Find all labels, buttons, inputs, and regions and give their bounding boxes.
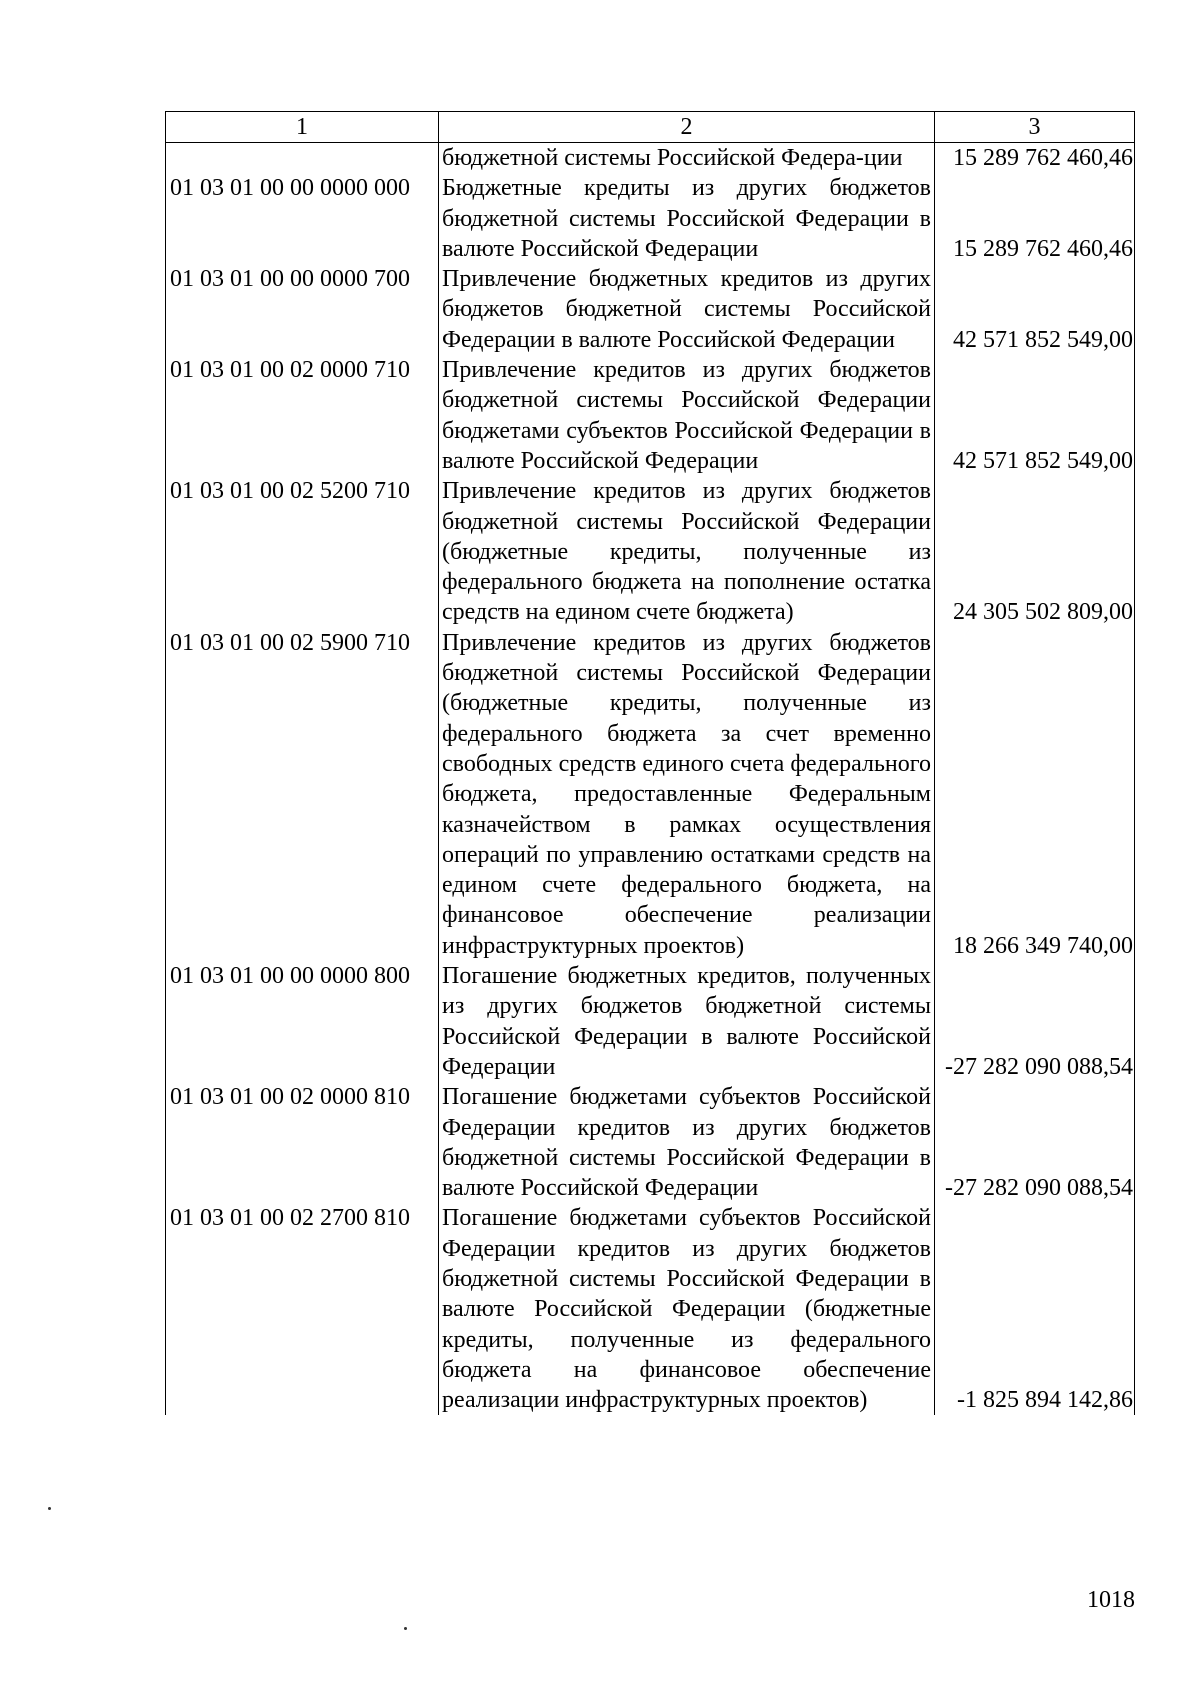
- scan-speck: [48, 1507, 51, 1510]
- row-description: Погашение бюджетами субъектов Российской Федерации кредитов из других бюджетов бюджетной системы Российской Федерации в валюте Российской Федерации: [439, 1082, 935, 1203]
- row-amount: 42 571 852 549,00: [935, 355, 1135, 476]
- row-amount: -27 282 090 088,54: [935, 961, 1135, 1082]
- row-description: Привлечение бюджетных кредитов из других бюджетов бюджетной системы Российской Федерации в валюте Российской Федерации: [439, 264, 935, 355]
- row-amount: 15 289 762 460,46: [935, 143, 1135, 174]
- budget-code: [166, 143, 439, 174]
- table-row: [166, 173, 1135, 264]
- budget-code: 01 03 01 00 02 5200 710: [166, 476, 439, 627]
- table-row: [166, 961, 1135, 1082]
- row-amount: 15 289 762 460,46: [935, 173, 1135, 264]
- row-amount: 18 266 349 740,00: [935, 628, 1135, 961]
- row-description: Погашение бюджетных кредитов, полученных из других бюджетов бюджетной системы Российской Федерации в валюте Российской Федерации: [439, 961, 935, 1082]
- table-row: [166, 355, 1135, 476]
- budget-code: 01 03 01 00 02 5900 710: [166, 628, 439, 961]
- row-description: Привлечение кредитов из других бюджетов бюджетной системы Российской Федерации (бюджетные кредиты, полученные из федерального бюджета на пополнение остатка средств на едином счете бюджета): [439, 476, 935, 627]
- row-description: Погашение бюджетами субъектов Российской Федерации кредитов из других бюджетов бюджетной системы Российской Федерации в валюте Российской Федерации (бюджетные кредиты, полученные из федерального бюджета на финансовое обеспечение реализации инфраструктурных проектов): [439, 1203, 935, 1415]
- table-row: [166, 1082, 1135, 1203]
- budget-code: 01 03 01 00 00 0000 800: [166, 961, 439, 1082]
- budget-code: 01 03 01 00 00 0000 700: [166, 264, 439, 355]
- row-description: бюджетной системы Российской Федера-ции: [439, 143, 935, 174]
- budget-sources-table: [165, 111, 1135, 1415]
- scan-speck: [404, 1627, 407, 1630]
- row-amount: -27 282 090 088,54: [935, 1082, 1135, 1203]
- row-description: Привлечение кредитов из других бюджетов бюджетной системы Российской Федерации бюджетами субъектов Российской Федерации в валюте Российской Федерации: [439, 355, 935, 476]
- row-description: Привлечение кредитов из других бюджетов бюджетной системы Российской Федерации (бюджетные кредиты, полученные из федерального бюджета за счет временно свободных средств единого счета федерального бюджета, предоставленные Федеральным казначейством в рамках осуществления операций по управлению остатками средств на едином счете федерального бюджета, на финансовое обеспечение реализации инфраструктурных проектов): [439, 628, 935, 961]
- page-number: 1018: [1087, 1587, 1135, 1613]
- budget-code: 01 03 01 00 00 0000 000: [166, 173, 439, 264]
- budget-code: 01 03 01 00 02 2700 810: [166, 1203, 439, 1415]
- column-3-header: 3: [935, 112, 1135, 143]
- row-amount: 24 305 502 809,00: [935, 476, 1135, 627]
- column-1-header: 1: [166, 112, 439, 143]
- table-row: [166, 476, 1135, 627]
- table-row: [166, 143, 1135, 174]
- row-description: Бюджетные кредиты из других бюджетов бюджетной системы Российской Федерации в валюте Российской Федерации: [439, 173, 935, 264]
- budget-code: 01 03 01 00 02 0000 810: [166, 1082, 439, 1203]
- table-row: [166, 1203, 1135, 1415]
- column-2-header: 2: [439, 112, 935, 143]
- budget-code: 01 03 01 00 02 0000 710: [166, 355, 439, 476]
- column-number-row: [166, 112, 1135, 143]
- table-row: [166, 628, 1135, 961]
- row-amount: -1 825 894 142,86: [935, 1203, 1135, 1415]
- row-amount: 42 571 852 549,00: [935, 264, 1135, 355]
- table-row: [166, 264, 1135, 355]
